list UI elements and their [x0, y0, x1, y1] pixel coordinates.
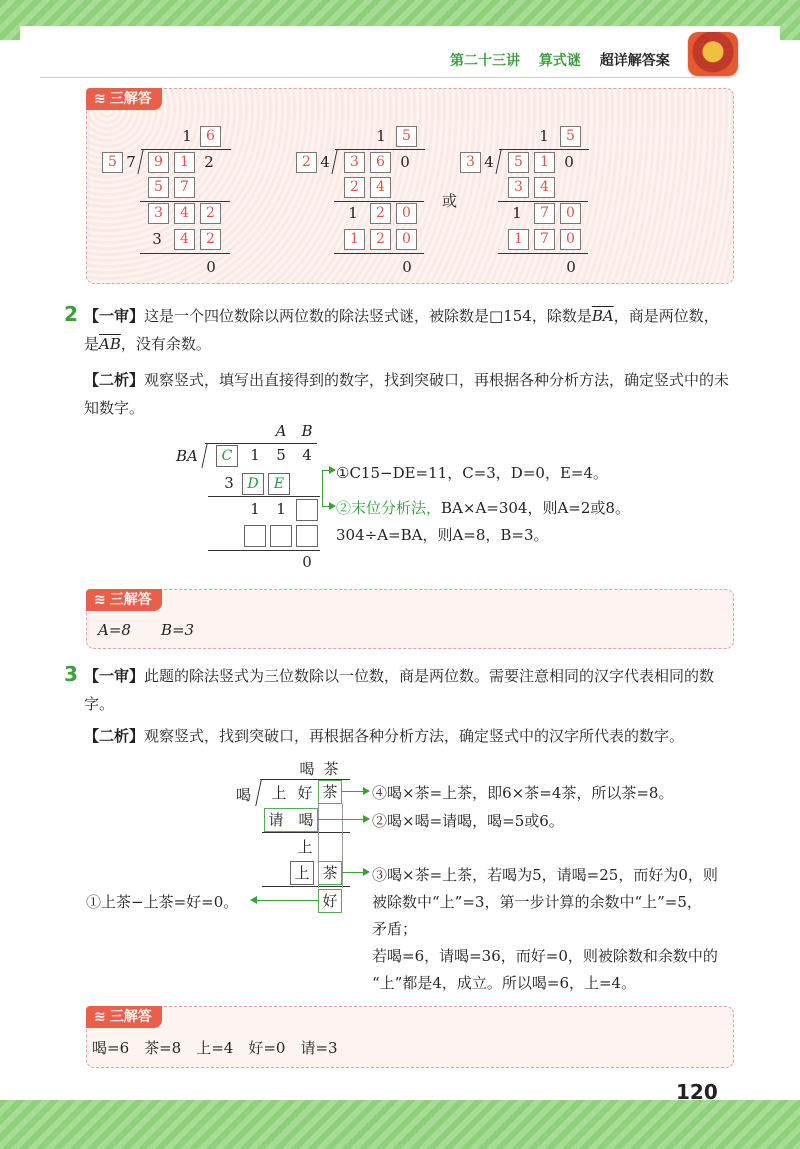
- q3-answer: 喝=6 茶=8 上=4 好=0 请=3: [92, 1039, 338, 1057]
- q2-step-2: ②末位分析法，BA×A=304，则A=2或8。: [336, 499, 630, 517]
- or-label: 或: [442, 192, 458, 210]
- topic-label: 算式谜: [538, 53, 581, 69]
- q3-note-3-line5: “上”都是4，成立。所以喝=6，上=4。: [372, 974, 637, 992]
- lecture-label: 第二十三讲: [450, 53, 520, 69]
- q2-step-3: 304÷A=BA，则A=8，B=3。: [336, 526, 549, 544]
- q2-answer: A=8 B=3: [98, 621, 195, 639]
- bottom-border: [0, 1100, 800, 1149]
- q3-note-4: ④喝×茶=上茶，即6×茶=4茶，所以茶=8。: [372, 784, 674, 802]
- answer-tag: ≋ 三解答: [86, 88, 162, 110]
- question-3-number: 3: [64, 662, 78, 686]
- q3-shen: 【一审】此题的除法竖式为三位数除以一位数，商是两位数。需要注意相同的汉字代表相同的数字。: [84, 667, 715, 713]
- page-number: 120: [676, 1080, 718, 1104]
- top-border: [0, 0, 800, 40]
- q3-note-1: ①上茶−上茶=好=0。: [86, 893, 239, 911]
- book-logo: [688, 32, 738, 76]
- q3-note-3-line4: 若喝=6，请喝=36，而好=0，则被除数和余数中的: [372, 947, 718, 965]
- q2-shen: 【一审】这是一个四位数除以两位数的除法竖式谜，被除数是□154，除数是$\overline{BA}$，商是两位数， 是$\overline{AB}$，没有余数。: [84, 307, 719, 353]
- page-header: [450, 50, 684, 70]
- section-label: 超详解答案: [599, 53, 670, 69]
- q2-xi: 【二析】观察竖式，填写出直接得到的数字，找到突破口，再根据各种分析方法，确定竖式中的未知数字。: [84, 371, 730, 417]
- q2-step-1: ①C15−DE=11，C=3，D=0，E=4。: [336, 464, 608, 482]
- header-rule: [40, 77, 730, 78]
- q3-xi: 【二析】观察竖式，找到突破口，再根据各种分析方法，确定竖式中的汉字所代表的数字。: [84, 727, 685, 745]
- q3-note-3-line1: ③喝×茶=上茶，若喝为5，请喝=25，而好为0，则: [372, 866, 718, 884]
- q3-note-2: ②喝×喝=请喝，喝=5或6。: [372, 812, 564, 830]
- q3-note-3-line2: 被除数中“上”=3，第一步计算的余数中“上”=5，: [372, 893, 702, 911]
- q3-note-3-line3: 矛盾；: [372, 920, 418, 938]
- question-2-number: 2: [64, 302, 78, 326]
